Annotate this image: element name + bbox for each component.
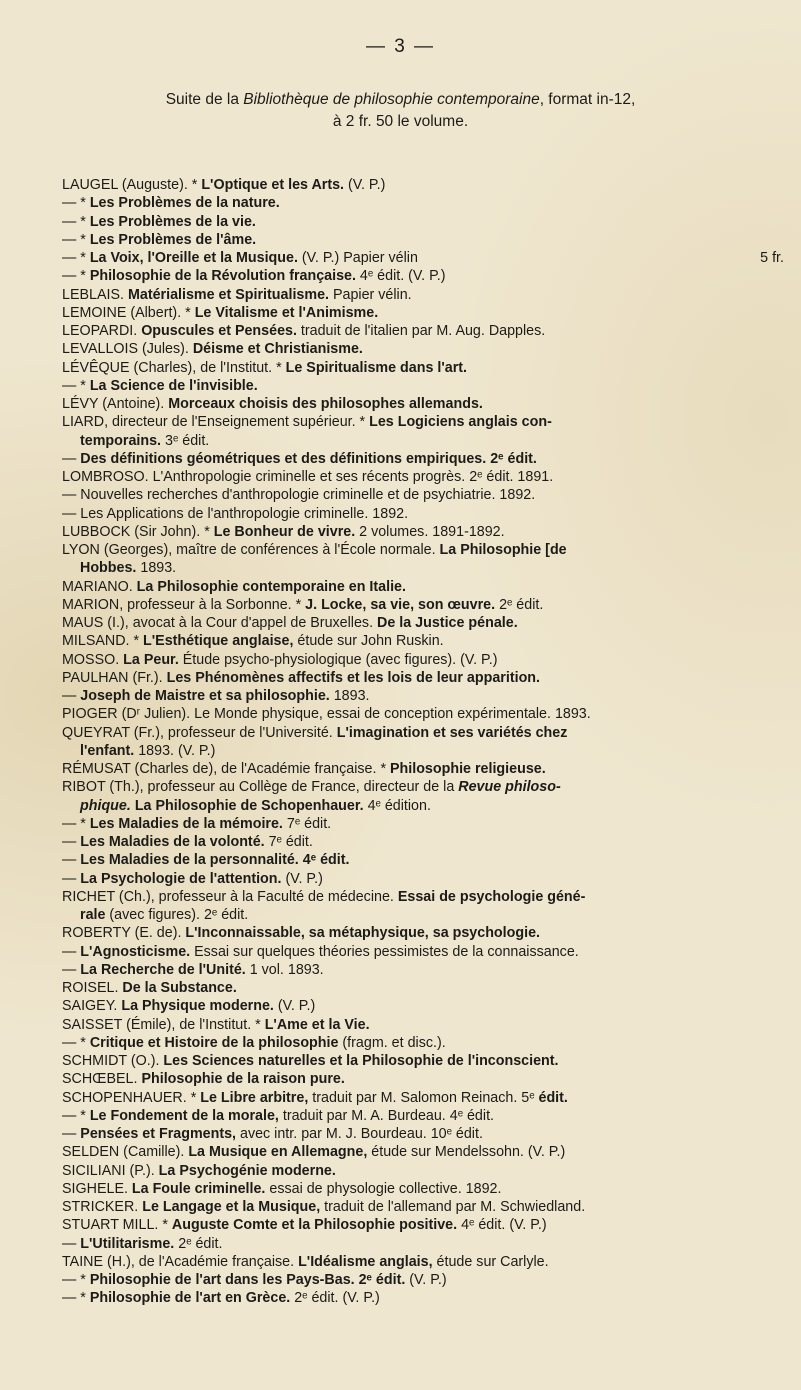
entry-text: (V. P.) [281,870,323,887]
entry-text: — [62,943,81,960]
entry-text: — * [62,231,90,248]
catalogue-entry-line [62,1070,784,1088]
catalogue-entry-line [62,760,784,778]
catalogue-entry-line [62,1034,784,1052]
entry-title: Morceaux choisis des philosophes allemands. [168,396,483,412]
entry-text: — * [62,377,90,394]
catalogue-entry-line [62,1271,784,1289]
entry-text: 1893. [329,688,370,704]
entry-text: Essai sur quelques théories pessimistes de la connaissance. [190,943,579,960]
entry-text: (avec figures). 2ᵉ édit. [105,907,249,923]
entry-text: MARION, professeur à la Sorbonne. * [62,596,306,613]
entry-text: — * [62,1272,90,1288]
entry-title: Philosophie de la raison pure. [141,1071,345,1088]
catalogue-entry-line [62,468,784,486]
entry-text: — * [62,1107,90,1124]
entry-title: L'Inconnaissable, sa métaphysique, sa psychologie. [185,925,541,942]
catalogue-entry-line [62,651,784,669]
entry-text: étude sur Mendelssohn. (V. P.) [367,1144,566,1161]
catalogue-entry-line [62,961,784,979]
entry-title: La Musique en Allemagne, [188,1144,368,1161]
entry-text: ROBERTY (E. de). [62,925,186,942]
entry-text: SAISSET (Émile), de l'Institut. * [62,1016,265,1033]
catalogue-entry-line [62,1289,784,1307]
entry-title: 2ᵉ édit. [358,1272,406,1288]
entry-text: 4ᵉ édition. [363,797,431,814]
catalogue-entry-line [62,906,784,924]
catalogue-entry-line [62,1253,784,1271]
catalogue-entry-line [62,979,784,997]
series-heading [0,89,801,133]
entry-text: (V. P.) [344,177,386,193]
entry-text: 2ᵉ édit. [174,1235,223,1252]
entry-text: — * [62,815,90,832]
entry-title: La Voix, l'Oreille et la Musique. [89,250,298,266]
entry-title: Les Problèmes de l'âme. [89,231,257,248]
entry-text: TAINE (H.), de l'Académie française. [62,1253,299,1270]
entry-title: Philosophie religieuse. [389,761,546,777]
page-number: — 3 — [365,36,436,57]
entry-title: Hobbes. [80,560,137,577]
catalogue-entry-line [62,523,784,541]
entry-text: — Nouvelles recherches d'anthropologie criminelle et de psychiatrie. 1892. [62,487,536,504]
catalogue-entry-line [62,742,784,760]
series-title: Bibliothèque de philosophie contemporaine [243,91,540,108]
entry-text: étude sur Carlyle. [432,1253,549,1270]
entry-text: SCHŒBEL. [62,1071,142,1088]
entry-title: L'Agnosticisme. [80,943,191,960]
entry-text: PAULHAN (Fr.). [62,669,167,686]
catalogue-entry-line [62,724,784,742]
entry-text: — * [62,1290,90,1307]
entry-price: 5 fr. [760,250,784,266]
entry-title: L'Esthétique anglaise, [143,633,294,650]
entry-title: Auguste Comte et la Philosophie positive. [171,1217,458,1234]
entry-text: — * [62,1034,90,1051]
entry-text: 3ᵉ édit. [161,432,210,449]
entry-text: traduit de l'italien par M. Aug. Dapples. [296,323,546,339]
entry-title: La Foule criminelle. [131,1180,266,1197]
catalogue-entry-line [62,176,784,194]
entry-text: — [62,450,81,467]
entry-title: Les Maladies de la mémoire. [89,815,283,832]
entry-title [80,798,131,814]
catalogue-entry-line [62,1198,784,1216]
entry-text: — * [62,268,90,285]
entry-text: RICHET (Ch.), professeur à la Faculté de médecine. [62,888,398,905]
entry-title: Critique et Histoire de la philosophie [89,1034,339,1051]
entry-text: 1893. (V. P.) [134,742,216,759]
entry-text: — [62,834,81,850]
entry-text: LEMOINE (Albert). * [62,304,195,321]
entry-title: La Recherche de l'Unité. [80,961,246,978]
entry-text: MAUS (I.), avocat à la Cour d'appel de Bruxelles. [62,615,378,631]
catalogue-entry-line [62,888,784,906]
entry-text: SCHOPENHAUER. * [62,1089,201,1106]
entry-text: — Les Applications de l'anthropologie criminelle. 1892. [62,505,409,522]
entry-title: Opuscules et Pensées. [141,323,297,339]
entry-text-italic: Revue philoso- [458,779,561,796]
entry-text: SIGHELE. [62,1180,132,1197]
entry-text: SELDEN (Camille). [62,1144,189,1161]
catalogue-entry-line [62,578,784,596]
catalogue-entry-line [62,559,784,577]
entry-text: (fragm. et disc.). [338,1034,446,1051]
entry-title: De la Substance. [122,980,237,996]
entry-title: La Peur. [123,651,179,668]
entry-text: LEVALLOIS (Jules). [62,341,193,358]
entry-title: Les Problèmes de la vie. [89,213,256,230]
catalogue-entry-line [62,322,784,340]
entry-text: PIOGER (Dʳ Julien). Le Monde physique, essai de conception expérimentale. 1893. [62,706,591,723]
catalogue-entry-line [62,1216,784,1234]
catalogue-entry-line [62,249,784,267]
entry-text: traduit de l'allemand par M. Schwiedland. [320,1199,586,1215]
entry-title: l'enfant. [80,742,135,759]
catalogue-entry-line [62,778,784,796]
entry-title: Des définitions géométriques et des définitions empiriques. [80,450,487,467]
entry-title: Le Libre arbitre, [200,1089,309,1106]
entry-title: 2ᵉ édit. [490,450,537,467]
entry-title: Les Sciences naturelles et la Philosophie de l'inconscient. [163,1053,559,1069]
entry-title: Matérialisme et Spiritualisme. [127,286,329,303]
entry-text: 1893. [136,560,177,577]
entry-text: — * [62,195,90,212]
entry-text: traduit par M. A. Burdeau. 4ᵉ édit. [278,1107,495,1124]
entry-title: L'Ame et la Vie. [264,1016,370,1033]
entry-text: ROISEL. [62,980,123,996]
entry-title: De la Justice pénale. [377,615,518,631]
entry-text: — [62,688,81,704]
entry-title: édit. [538,1089,568,1106]
entry-text: LÉVY (Antoine). [62,396,169,412]
entry-title: La Psychologie de l'attention. [80,870,282,887]
entry-title: Philosophie de l'art en Grèce. [89,1290,291,1307]
catalogue-entry-line [62,377,784,395]
catalogue-entry-line [62,1016,784,1034]
entry-text: essai de physologie collective. 1892. [265,1180,502,1197]
entry-title: L'Optique et les Arts. [201,177,345,193]
entry-text: avec intr. par M. J. Bourdeau. 10ᵉ édit. [236,1126,483,1142]
catalogue-entry-line [62,943,784,961]
entry-text: — [62,1235,81,1252]
entry-title: 4ᵉ édit. [302,852,350,869]
entry-text: étude sur John Ruskin. [293,633,444,650]
entry-title: Essai de psychologie géné- [397,888,586,905]
catalogue-entry-line [62,1052,784,1070]
entry-text: MOSSO. [62,651,124,668]
entry-text: LOMBROSO. L'Anthropologie criminelle et ses récents progrès. 2ᵉ édit. 1891. [62,469,554,485]
entry-title: Les Maladies de la personnalité. [80,852,299,869]
entry-text: Papier vélin. [329,286,412,303]
entry-text: (V. P.) Papier vélin [297,250,418,266]
entry-title: Les Phénomènes affectifs et les lois de leur apparition. [166,669,541,686]
entry-text: — [62,852,81,869]
entry-title: Philosophie de l'art dans les Pays-Bas. [89,1272,355,1288]
entry-title: Philosophie de la Révolution française. [89,268,356,285]
entry-title: Pensées et Fragments, [80,1126,237,1142]
entry-title: Le Bonheur de vivre. [213,523,356,540]
entry-title: temporains. [80,432,162,449]
entry-title: Le Fondement de la morale, [89,1107,279,1124]
catalogue-entry-line [62,833,784,851]
catalogue-entry-line [62,1107,784,1125]
catalogue-entry-line [62,359,784,377]
catalogue-entry-line [62,924,784,942]
entry-title: La Philosophie contemporaine en Italie. [136,578,406,595]
entry-title: rale [80,907,106,923]
entry-text: LAUGEL (Auguste). * [62,177,202,193]
catalogue-entry-line [62,1180,784,1198]
catalogue-entry-line [62,505,784,523]
entry-text: — [62,961,81,978]
catalogue-entry-line [62,669,784,687]
entry-text-italic: phique. [80,797,131,814]
entry-text: — * [62,250,90,266]
catalogue-entry-line [62,1089,784,1107]
catalogue-entry-line [62,1125,784,1143]
entry-title: La Philosophie [de [439,542,567,558]
entry-text: SAIGEY. [62,998,122,1015]
catalogue-entry-line [62,687,784,705]
entry-text: STRICKER. [62,1199,143,1215]
catalogue-entry-line [62,340,784,358]
series-line-1 [0,89,801,111]
catalogue-entry-line [62,632,784,650]
entry-text: — * [62,213,90,230]
entry-text: 4ᵉ édit. (V. P.) [355,268,446,285]
entry-text: RÉMUSAT (Charles de), de l'Académie française. * [62,761,390,777]
catalogue-entry-line [62,851,784,869]
entry-text: MILSAND. * [62,633,144,650]
entry-text: LIARD, directeur de l'Enseignement supérieur. * [62,414,370,431]
entry-title: La Philosophie de Schopenhauer. [134,797,364,814]
entry-title [458,779,560,795]
entry-title: Les Logiciens anglais con- [369,414,552,431]
entry-text: STUART MILL. * [62,1217,172,1234]
catalogue-entry-line [62,267,784,285]
entry-text: 1 vol. 1893. [245,961,324,978]
entry-text: — [62,1126,81,1142]
entry-text: LÉVÊQUE (Charles), de l'Institut. * [62,359,286,376]
catalogue-entry-line [62,1235,784,1253]
entry-text: 7ᵉ édit. [282,815,332,832]
catalogue-entry-line [62,395,784,413]
entry-text: LEOPARDI. [62,323,142,339]
entry-title: J. Locke, sa vie, son œuvre. [305,596,496,613]
catalogue-entry-line [62,614,784,632]
entry-title: Le Langage et la Musique, [142,1199,321,1215]
entry-title: Le Vitalisme et l'Animisme. [194,304,379,321]
entry-title: Les Problèmes de la nature. [89,195,280,212]
entry-title: L'Utilitarisme. [80,1235,175,1252]
catalogue-entry-line [62,450,784,468]
entry-text: — [62,870,81,887]
catalogue-entries [62,176,784,1308]
entry-title: La Psychogénie moderne. [158,1162,336,1179]
entry-text: SICILIANI (P.). [62,1162,159,1179]
entry-text: MARIANO. [62,578,137,595]
catalogue-entry-line [62,596,784,614]
catalogue-entry-line [62,541,784,559]
catalogue-entry-line [62,413,784,431]
catalogue-entry-line [62,1143,784,1161]
entry-text: 2 volumes. 1891-1892. [355,523,505,540]
entry-text: (V. P.) [405,1272,447,1288]
catalogue-entry-line [62,1162,784,1180]
entry-text: 4ᵉ édit. (V. P.) [457,1217,547,1234]
entry-text: 7ᵉ édit. [264,834,313,850]
entry-text: traduit par M. Salomon Reinach. 5ᵉ [308,1089,539,1106]
entry-text: Étude psycho-physiologique (avec figures). (V. P.) [178,651,498,668]
entry-text: LYON (Georges), maître de conférences à l'École normale. [62,542,440,558]
catalogue-entry-line [62,213,784,231]
catalogue-entry-line [62,486,784,504]
catalogue-entry-line [62,432,784,450]
entry-title: La Physique moderne. [121,998,274,1015]
series-prefix: Suite de la [165,91,244,108]
entry-title: La Science de l'invisible. [89,377,258,394]
entry-text: QUEYRAT (Fr.), professeur de l'Université. [62,724,337,741]
catalogue-entry-line [62,286,784,304]
entry-text: LUBBOCK (Sir John). * [62,523,214,540]
series-line-2: à 2 fr. 50 le volume. [332,113,469,130]
entry-text: 2ᵉ édit. (V. P.) [290,1290,380,1307]
catalogue-entry-line [62,705,784,723]
catalogue-entry-line [62,231,784,249]
entry-title: L'Idéalisme anglais, [298,1253,433,1270]
entry-text: SCHMIDT (O.). [62,1053,164,1069]
catalogue-entry-line [62,194,784,212]
catalogue-entry-line [62,815,784,833]
catalogue-entry-line [62,870,784,888]
catalogue-entry-line [62,997,784,1015]
entry-title: Les Maladies de la volonté. [80,834,265,850]
series-suffix: , format in-12, [539,91,636,108]
entry-text: 2ᵉ édit. [495,596,544,613]
entry-title: Joseph de Maistre et sa philosophie. [80,688,330,704]
entry-title: Déisme et Christianisme. [192,341,363,358]
catalogue-entry-line [62,304,784,322]
entry-text: LEBLAIS. [62,286,128,303]
entry-title: Le Spiritualisme dans l'art. [285,359,467,376]
entry-text: RIBOT (Th.), professeur au Collège de France, directeur de la [62,779,459,796]
catalogue-entry-line [62,797,784,815]
entry-title: L'imagination et ses variétés chez [336,724,568,741]
entry-text: (V. P.) [273,998,316,1015]
